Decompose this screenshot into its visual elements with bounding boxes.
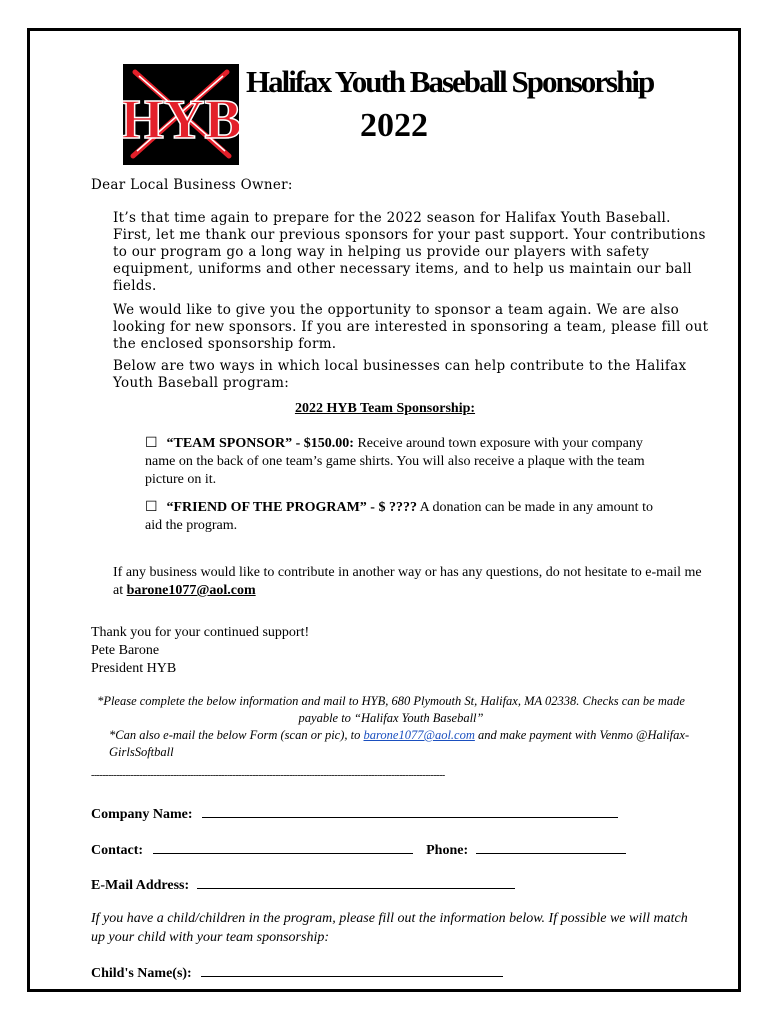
greeting: Dear Local Business Owner: xyxy=(91,177,293,193)
cut-line: ----------------------------------------------------------------------------------------------------------------------------- xyxy=(91,770,445,781)
email-instructions-post: and make payment with Venmo @Halifax-GirlsSoftball xyxy=(109,728,690,759)
contact-paragraph xyxy=(113,564,713,600)
paragraph-ways: Below are two ways in which local businesses can help contribute to the Halifax Youth Baseball program: xyxy=(113,358,687,391)
company-name-label: Company Name: xyxy=(91,807,193,822)
paragraph-intro: It’s that time again to prepare for the 2022 season for Halifax Youth Baseball. First, let me thank our previous sponsors for your past support. Your contributions to our program go a long way in helping us provide our players with safety equipment, uniforms and other necessary items, and to help us maintain our ball fields. xyxy=(113,210,706,294)
option-friend-program xyxy=(145,499,665,535)
contact-line[interactable] xyxy=(153,839,413,854)
email-line[interactable] xyxy=(197,874,515,889)
mail-instructions: *Please complete the below information and mail to HYB, 680 Plymouth St, Halifax, MA 02338. Checks can be made payable to “Halifax Youth Baseball” xyxy=(97,694,685,725)
signer-title: President HYB xyxy=(91,661,177,676)
option-team-sponsor xyxy=(145,435,665,489)
company-name-line[interactable] xyxy=(202,803,618,818)
contact-label: Contact: xyxy=(91,843,144,858)
closing xyxy=(91,624,309,678)
page-year: 2022 xyxy=(360,107,428,144)
phone-line[interactable] xyxy=(476,839,626,854)
email-field[interactable] xyxy=(91,874,515,894)
option2-label: “FRIEND OF THE PROGRAM” - $ ???? xyxy=(166,500,417,515)
email-instructions xyxy=(91,727,691,761)
email-label: E-Mail Address: xyxy=(91,878,190,893)
instructions-note xyxy=(91,693,691,761)
child-note: If you have a child/children in the program, please fill out the information below. If possible we will match up your child with your team sponsorship: xyxy=(91,911,688,945)
checkbox-team-sponsor[interactable]: ☐ xyxy=(145,436,158,451)
child-name-line[interactable] xyxy=(201,962,503,977)
company-name-field[interactable] xyxy=(91,803,618,823)
contact-field[interactable] xyxy=(91,839,626,859)
hyb-logo xyxy=(123,64,239,165)
contact-text: If any business would like to contribute in another way or has any questions, do not hesitate to e-mail me at xyxy=(113,565,702,598)
paragraph-opportunity: We would like to give you the opportunity to sponsor a team again. We are also looking for new sponsors. If you are interested in sponsoring a team, please fill out the enclosed sponsorship form. xyxy=(113,302,709,352)
child-name-label: Child's Name(s): xyxy=(91,966,192,981)
option2-text: A donation can be made in any amount to aid the program. xyxy=(145,500,653,533)
logo-text: HYB xyxy=(123,89,239,151)
form-email-link[interactable]: barone1077@aol.com xyxy=(363,728,475,742)
signer-name: Pete Barone xyxy=(91,643,160,658)
child-name-field[interactable] xyxy=(91,962,503,982)
page-title: Halifax Youth Baseball Sponsorship xyxy=(246,64,654,99)
section-title: 2022 HYB Team Sponsorship: xyxy=(294,401,476,416)
thanks-line: Thank you for your continued support! xyxy=(91,625,310,640)
contact-email-link[interactable]: barone1077@aol.com xyxy=(126,583,256,598)
option1-text: Receive around town exposure with your company name on the back of one team’s game shirts. You will also receive a plaque with the team picture on it. xyxy=(145,436,645,487)
email-instructions-pre: *Can also e-mail the below Form (scan or pic), to xyxy=(109,728,364,742)
phone-label: Phone: xyxy=(426,843,469,858)
option1-label: “TEAM SPONSOR” - $150.00: xyxy=(166,436,354,451)
checkbox-friend-program[interactable]: ☐ xyxy=(145,500,158,515)
